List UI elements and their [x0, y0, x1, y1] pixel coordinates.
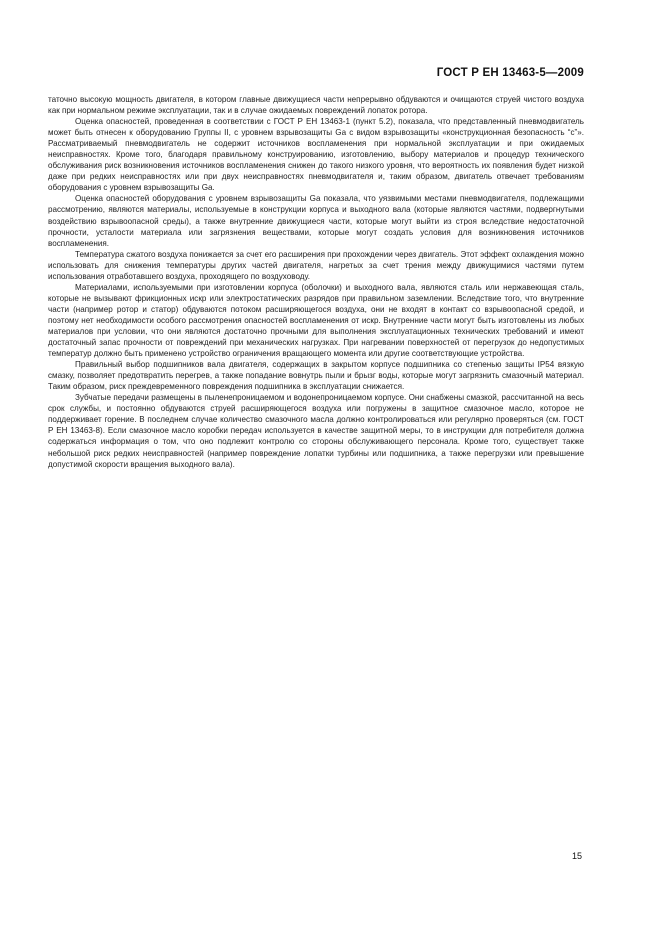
paragraph-gear-transmissions: Зубчатые передачи размещены в пыленепроницаемом и водонепроницаемом корпусе. Они снабжены смазкой, рассчитанной на весь срок службы, и постоянно обдуваются струей расширяющегося воздуха или погружены в защитное смазочное масло, которое не поддерживает горение. В последнем случае количество смазочного масла должно контролироваться или регулярно проверяться (см. ГОСТ Р ЕН 13463-8). Если смазочное масло коробки передач используется в качестве защитной меры, то в инструкции для потребителя должна содержаться информация о том, что оно подлежит контролю со стороны обслуживающего персонала. Кроме того, существует также небольшой риск редких неисправностей (например повреждение лопатки турбины или подшипника, а также перегрузки или превышение допустимой скорости вращения выходного вала).	[48, 393, 584, 469]
paragraph-continuation: таточно высокую мощность двигателя, в котором главные движущиеся части непрерывно обдуваются и очищаются струей чистого воздуха как при нормальном режиме эксплуатации, так и в случае ожидаемых повреждений лопаток ротора.	[48, 95, 584, 116]
document-header-title: ГОСТ Р ЕН 13463-5—2009	[436, 67, 584, 79]
paragraph-air-cooling: Температура сжатого воздуха понижается за счет его расширения при прохождении через двигатель. Этот эффект охлаждения можно использовать для снижения температуры других частей двигателя, нагретых за счет трения между движущимися частями путем использования отработавшего воздуха, проходящего по воздуховоду.	[48, 249, 584, 281]
paragraph-bearings: Правильный выбор подшипников вала двигателя, содержащих в закрытом корпусе подшипника со степенью защиты IP54 вязкую смазку, позволяет предотвратить перегрев, а также попадание вовнутрь пыли и брызг воды, которые могут загрязнить смазочный материал. Таким образом, риск преждевременного повреждения подшипника в эксплуатации снижается.	[48, 360, 584, 392]
paragraph-materials: Материалами, используемыми при изготовлении корпуса (оболочки) и выходного вала, являются сталь или нержавеющая сталь, которые не вызывают фрикционных искр или электростатических разрядов при правильном заземлении. Вследствие того, что внутренние части (например ротор и статор) обдуваются потоком расширяющегося воздуха, они не входят в контакт со взрывоопасной средой, и поэтому нет необходимости особого рассмотрения опасностей воспламенения от искр. Внутренние части могут быть изготовлены из любых материалов при условии, что они являются достаточно прочными для выполнения эксплуатационных технических требований и имеют достаточный запас прочности от повреждений при механических нагрузках. При нагревании поверхностей от перегрузок до недопустимых температур должно быть применено устройство ограничения вращающего момента или другие соответствующие устройства.	[48, 282, 584, 359]
document-body	[48, 94, 584, 470]
page-number: 15	[572, 851, 583, 861]
paragraph-hazard-assessment: Оценка опасностей, проведенная в соответствии с ГОСТ Р ЕН 13463-1 (пункт 5.2), показала, что представленный пневмодвигатель может быть отнесен к оборудованию Группы II, с уровнем взрывозащиты Gа с видом взрывозащиты «конструкционная безопасность “с”». Рассматриваемый пневмодвигатель не содержит источников воспламенения при нормальной эксплуатации и при ожидаемых неисправностях. Кроме того, благодаря правильному конструированию, изготовлению, выбору материалов и процедур технического обслуживания риск возникновения источников воспламенения снижен до такого низкого уровня, что вероятность их появления будет низкой даже при редких неисправностях или при двух неисправностях пневмодвигателя и, таким образом, двигатель отвечает требованиям оборудования с уровнем взрывозащиты Gа.	[48, 117, 584, 193]
paragraph-vulnerable-parts: Оценка опасностей оборудования с уровнем взрывозащиты Gа показала, что уязвимыми местами пневмодвигателя, подлежащими рассмотрению, являются материалы, используемые в конструкции корпуса и выходного вала (которые являются частями, подвергнутыми воздействию взрывоопасной среды), а также внутренние движущиеся части, которые могут выйти из строя вследствие недостаточной прочности, усталости материала или загрязнения веществами, которые могут создать условия для возникновения источников воспламенения.	[48, 194, 584, 248]
